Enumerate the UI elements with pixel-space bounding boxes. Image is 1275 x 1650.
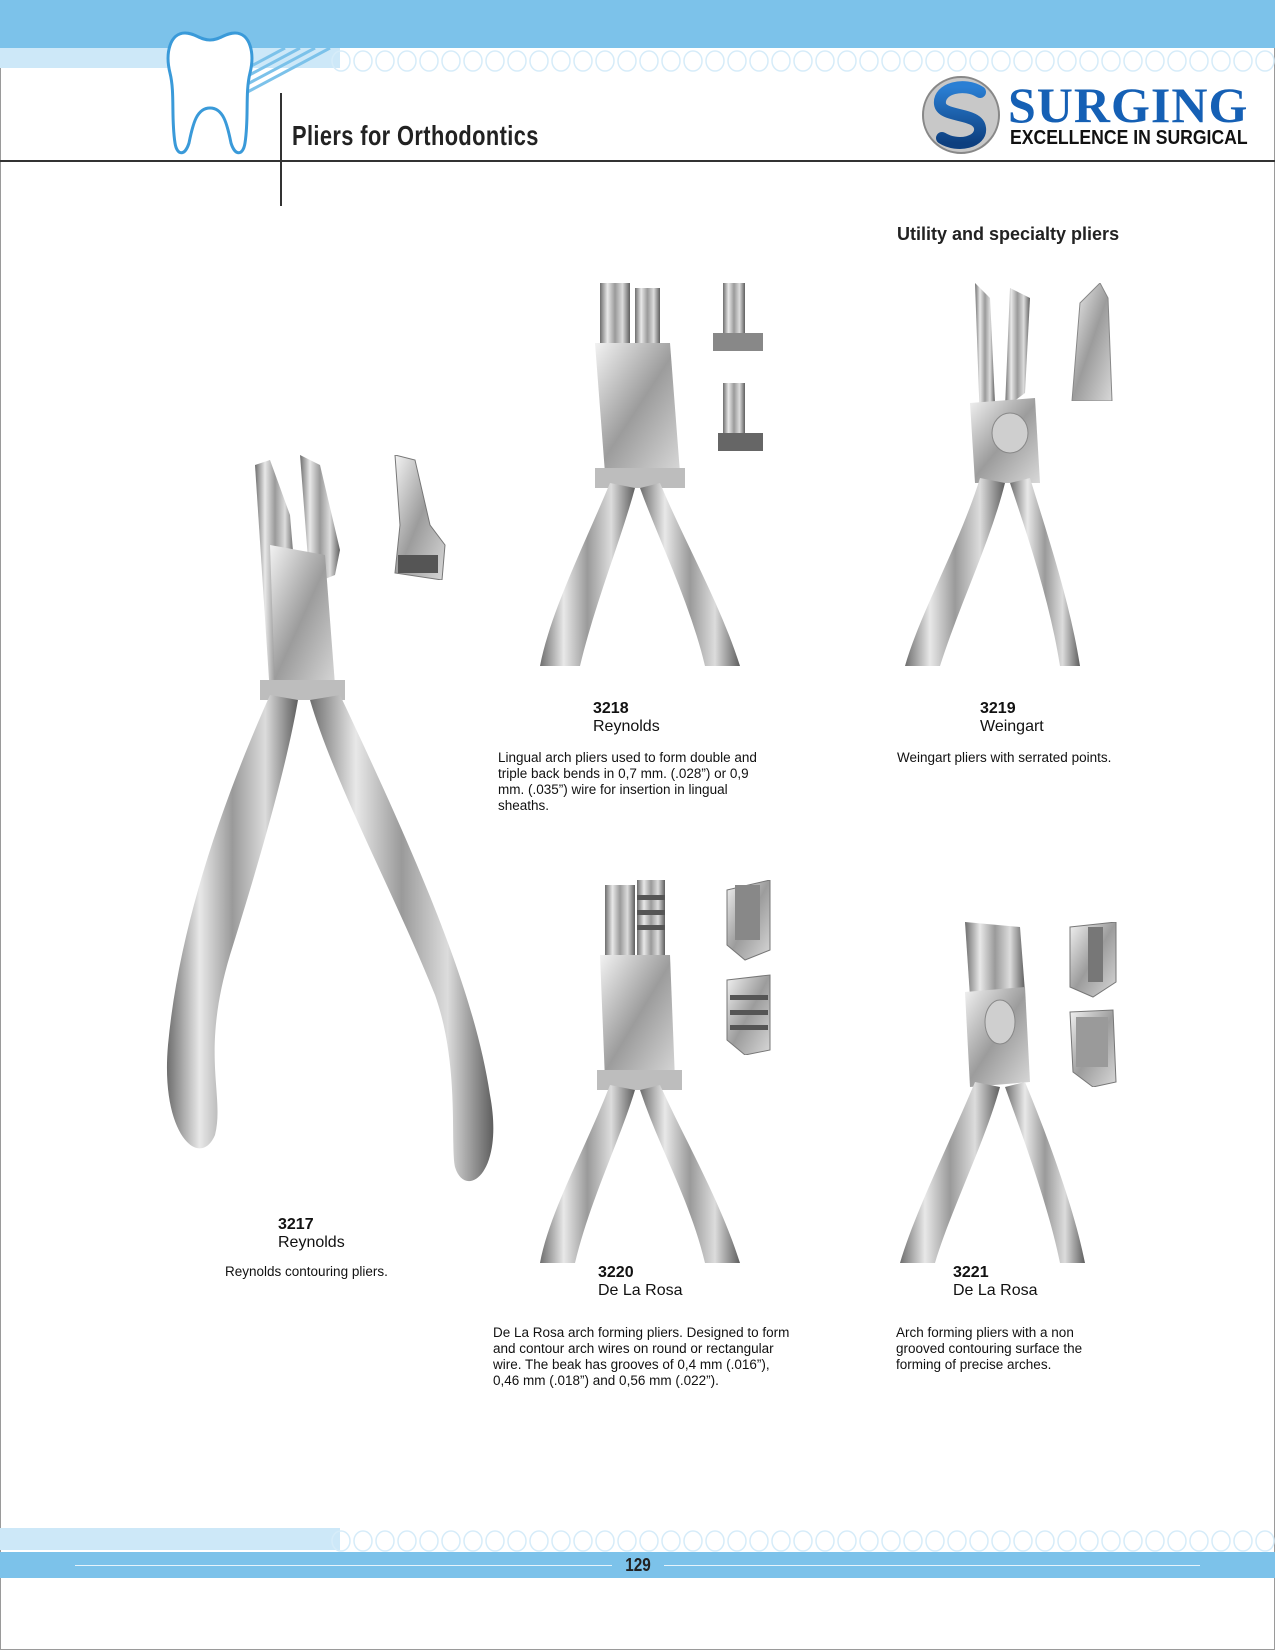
product-description-3217: Reynolds contouring pliers. [225,1264,388,1279]
product-description-3221: Arch forming pliers with a non grooved contouring surface the forming of precise arches. [896,1325,1083,1372]
beak-detail-image-3217 [390,455,450,580]
pliers-image-3220 [525,880,740,1263]
surging-logo-icon [920,74,1002,156]
product-code-3221: 3221 [953,1264,989,1281]
top-ring-pattern [330,50,1275,72]
header-vertical-rule [280,93,282,206]
pliers-image-3219 [900,283,1085,666]
tooth-icon [165,28,255,158]
product-description-3219: Weingart pliers with serrated points. [897,750,1112,765]
header-rule [0,160,1275,162]
page-title: Pliers for Orthodontics [292,120,539,151]
product-name-3220: De La Rosa [598,1282,683,1299]
product-code-3218: 3218 [593,700,629,717]
bottom-light-band [0,1528,340,1550]
brand-tagline: EXCELLENCE IN SURGICAL [1010,127,1248,149]
product-code-3217: 3217 [278,1216,314,1233]
product-code-3220: 3220 [598,1264,634,1281]
pliers-image-3218 [525,283,740,666]
product-name-3218: Reynolds [593,718,660,735]
beak-detail-image-3220 [725,880,775,1055]
product-description-3218: Lingual arch pliers used to form double and triple back bends in 0,7 mm. (.028”) or 0,9 mm. (.035”) wire for insertion in lingual sheaths. [498,750,757,813]
product-name-3219: Weingart [980,718,1044,735]
beak-detail-image-3218 [713,283,768,468]
product-name-3217: Reynolds [278,1234,345,1251]
section-heading: Utility and specialty pliers [897,224,1120,244]
product-description-3220: De La Rosa arch forming pliers. Designed to form and contour arch wires on round or rectangular wire. The beak has grooves of 0,4 mm (.016”), 0,46 mm (.018”) and 0,56 mm (.022”). [493,1325,790,1388]
product-code-3219: 3219 [980,700,1016,717]
beak-detail-image-3219 [1070,283,1115,401]
bottom-ring-pattern [330,1530,1275,1552]
product-name-3221: De La Rosa [953,1282,1038,1299]
header-stripes [240,48,340,98]
brand-name: SURGING [1008,77,1249,133]
pliers-image-3221 [890,922,1085,1263]
page-number: 129 [625,1555,651,1575]
beak-detail-image-3221 [1068,922,1118,1087]
